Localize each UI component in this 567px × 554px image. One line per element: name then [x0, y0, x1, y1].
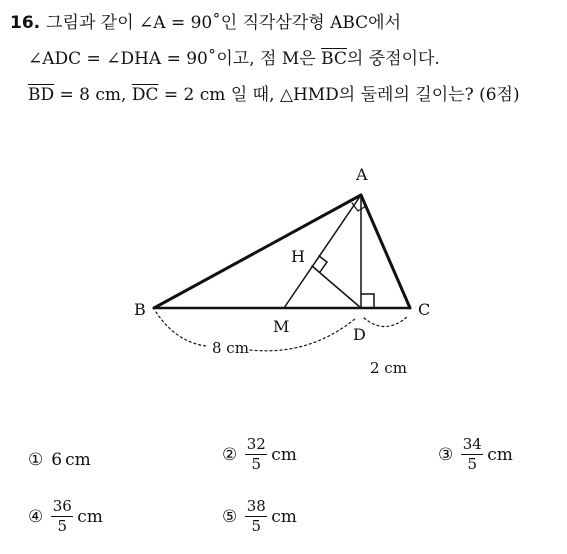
- choice-marker-2: ②: [222, 444, 238, 465]
- edge-ac: [361, 195, 410, 308]
- choice-4[interactable]: [28, 498, 103, 535]
- brace-dc: [364, 316, 408, 327]
- choice-marker-3: ③: [438, 444, 454, 465]
- numerator-2: 32: [246, 435, 266, 453]
- choice-unit-2: cm: [271, 444, 297, 465]
- denominator-5: 5: [251, 517, 262, 535]
- right-angle-mark-h: [319, 256, 327, 272]
- point-label-h: H: [291, 247, 305, 266]
- edge-ab: [154, 195, 361, 308]
- numerator-3: 34: [462, 435, 482, 453]
- question-text-3b: = 2 cm 일 때, △HMD의 둘레의 길이는? (6점): [158, 85, 520, 105]
- median-am: [284, 195, 361, 308]
- brace-bd: [156, 312, 356, 351]
- denominator-3: 5: [467, 455, 478, 473]
- choice-unit-5: cm: [271, 506, 297, 527]
- fraction-2: [245, 436, 267, 473]
- question-text-1: 그림과 같이 ∠A = 90˚인 직각삼각형 ABC에서: [46, 13, 402, 33]
- point-label-b: B: [134, 300, 146, 319]
- question-text-2a: ∠ADC = ∠DHA = 90˚이고, 점 M은: [28, 49, 322, 69]
- fraction-5: [245, 498, 267, 535]
- question-number: 16.: [10, 13, 41, 33]
- choice-marker-5: ⑤: [222, 506, 238, 527]
- length-label-bd: 8 cm: [212, 339, 249, 357]
- point-label-m: M: [273, 317, 290, 336]
- fraction-3: [461, 436, 483, 473]
- denominator-2: 5: [251, 455, 262, 473]
- choice-marker-4: ④: [28, 506, 44, 527]
- denominator-4: 5: [57, 517, 68, 535]
- right-angle-mark-d: [361, 294, 374, 308]
- choice-marker-1: ①: [28, 450, 44, 470]
- question-line-1: [10, 8, 401, 33]
- choice-unit-1: cm: [65, 450, 91, 470]
- numerator-5: 38: [246, 497, 266, 515]
- numerator-4: 36: [52, 497, 72, 515]
- fraction-4: [51, 498, 73, 535]
- choice-5[interactable]: [222, 498, 297, 535]
- question-text-2b: 의 중점이다.: [346, 49, 440, 69]
- question-line-2: [28, 44, 440, 69]
- segment-dc: $\overline{DC}$: [131, 85, 159, 105]
- point-label-a: A: [356, 165, 368, 184]
- point-label-d: D: [353, 325, 366, 344]
- segment-bc: $\overline{BC}$: [321, 49, 347, 69]
- question-text-3a: = 8 cm,: [54, 85, 132, 105]
- segment-bd: $\overline{BD}$: [28, 85, 55, 105]
- choice-value-1: 6: [51, 450, 63, 470]
- point-label-c: C: [418, 300, 431, 319]
- segment-dh: [312, 266, 361, 308]
- choice-unit-4: cm: [77, 506, 103, 527]
- choice-2[interactable]: [222, 436, 297, 473]
- choice-unit-3: cm: [487, 444, 513, 465]
- question-line-3: [28, 80, 520, 105]
- choice-1[interactable]: [28, 450, 91, 470]
- right-angle-mark-a: [352, 203, 366, 211]
- length-label-dc: 2 cm: [370, 359, 407, 377]
- choice-3[interactable]: [438, 436, 513, 473]
